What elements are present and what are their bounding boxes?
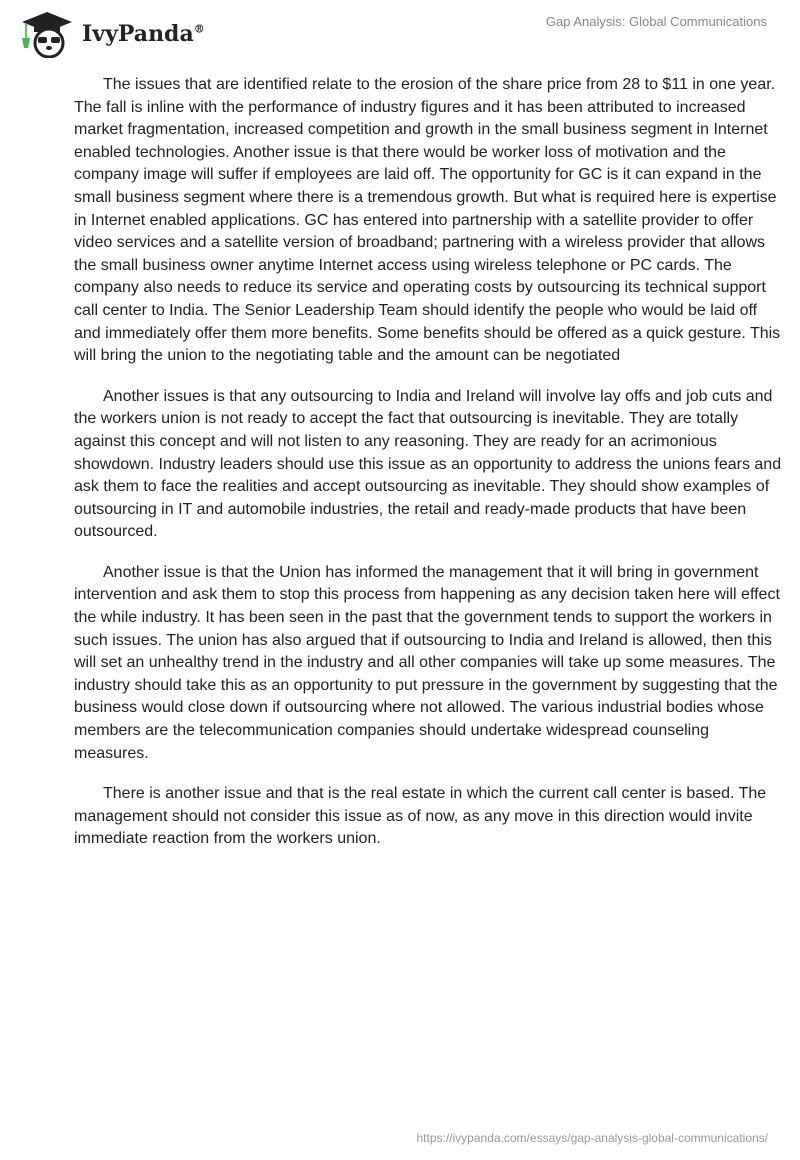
paragraph: Another issue is that the Union has informed the management that it will bring in government intervention and ask them to stop this process from happening as any decision taken here will effect the while industry. It has been seen in the past that the government tends to support the workers in such issues. The union has also argued that if outsourcing to India and Ireland is allowed, then this will set an unhealthy trend in the industry and all other companies will take up some measures. The industry should take this as an opportunity to put pressure in the government by suggesting that the business would close down if outsourcing where not allowed. The various industrial bodies whose members are the telecommunication companies should undertake widespread counseling measures. bbox=[74, 563, 780, 762]
paragraph: The issues that are identified relate to the erosion of the share price from 28 to $11 in one year. The fall is inline with the performance of industry figures and it has been attributed to increased market fragmentation, increased competition and growth in the small business segment in Internet enabled technologies. Another issue is that there would be worker loss of motivation and the company image will suffer if employees are laid off. The opportunity for GC is it can expand in the small business segment where there is a tremendous growth. But what is required here is expertise in Internet enabled applications. GC has entered into partnership with a satellite provider to offer video services and a satellite version of broadband; partnering with a wireless provider that allows the small business owner anytime Internet access using wireless telephone or PC cards. The company also needs to reduce its service and operating costs by outsourcing its technical support call center to India. The Senior Leadership Team should identify the people who would be laid off and immediately offer them more benefits. Some benefits should be offered as a quick gesture. This will bring the union to the negotiating table and the amount can be negotiated bbox=[74, 76, 781, 365]
ivypanda-logo[interactable] bbox=[18, 10, 205, 58]
paragraph: Another issues is that any outsourcing to India and Ireland will involve lay offs and job cuts and the workers union is not ready to accept the fact that outsourcing is inevitable. They are totally against this concept and will not listen to any reasoning. They are ready for an acrimonious showdown. Industry leaders should use this issue as an opportunity to address the unions fears and ask them to face the realities and accept outsourcing as inevitable. They should show examples of outsourcing in IT and automobile industries, the retail and ready-made products that have been outsourced. bbox=[74, 387, 782, 541]
paragraph: There is another issue and that is the real estate in which the current call center is based. The management should not consider this issue as of now, as any move in this direction would invite immediate reaction from the workers union. bbox=[74, 785, 767, 848]
essay-body bbox=[74, 74, 782, 869]
registered-mark: ® bbox=[193, 22, 205, 36]
logo-text bbox=[82, 21, 205, 47]
document-title: Gap Analysis: Global Communications bbox=[545, 14, 767, 29]
panda-graduate-icon bbox=[18, 10, 76, 58]
source-url[interactable]: https://ivypanda.com/essays/gap-analysis-global-communications/ bbox=[416, 1131, 768, 1145]
page-header bbox=[0, 0, 800, 60]
logo-wordmark: IvyPanda bbox=[82, 21, 194, 47]
